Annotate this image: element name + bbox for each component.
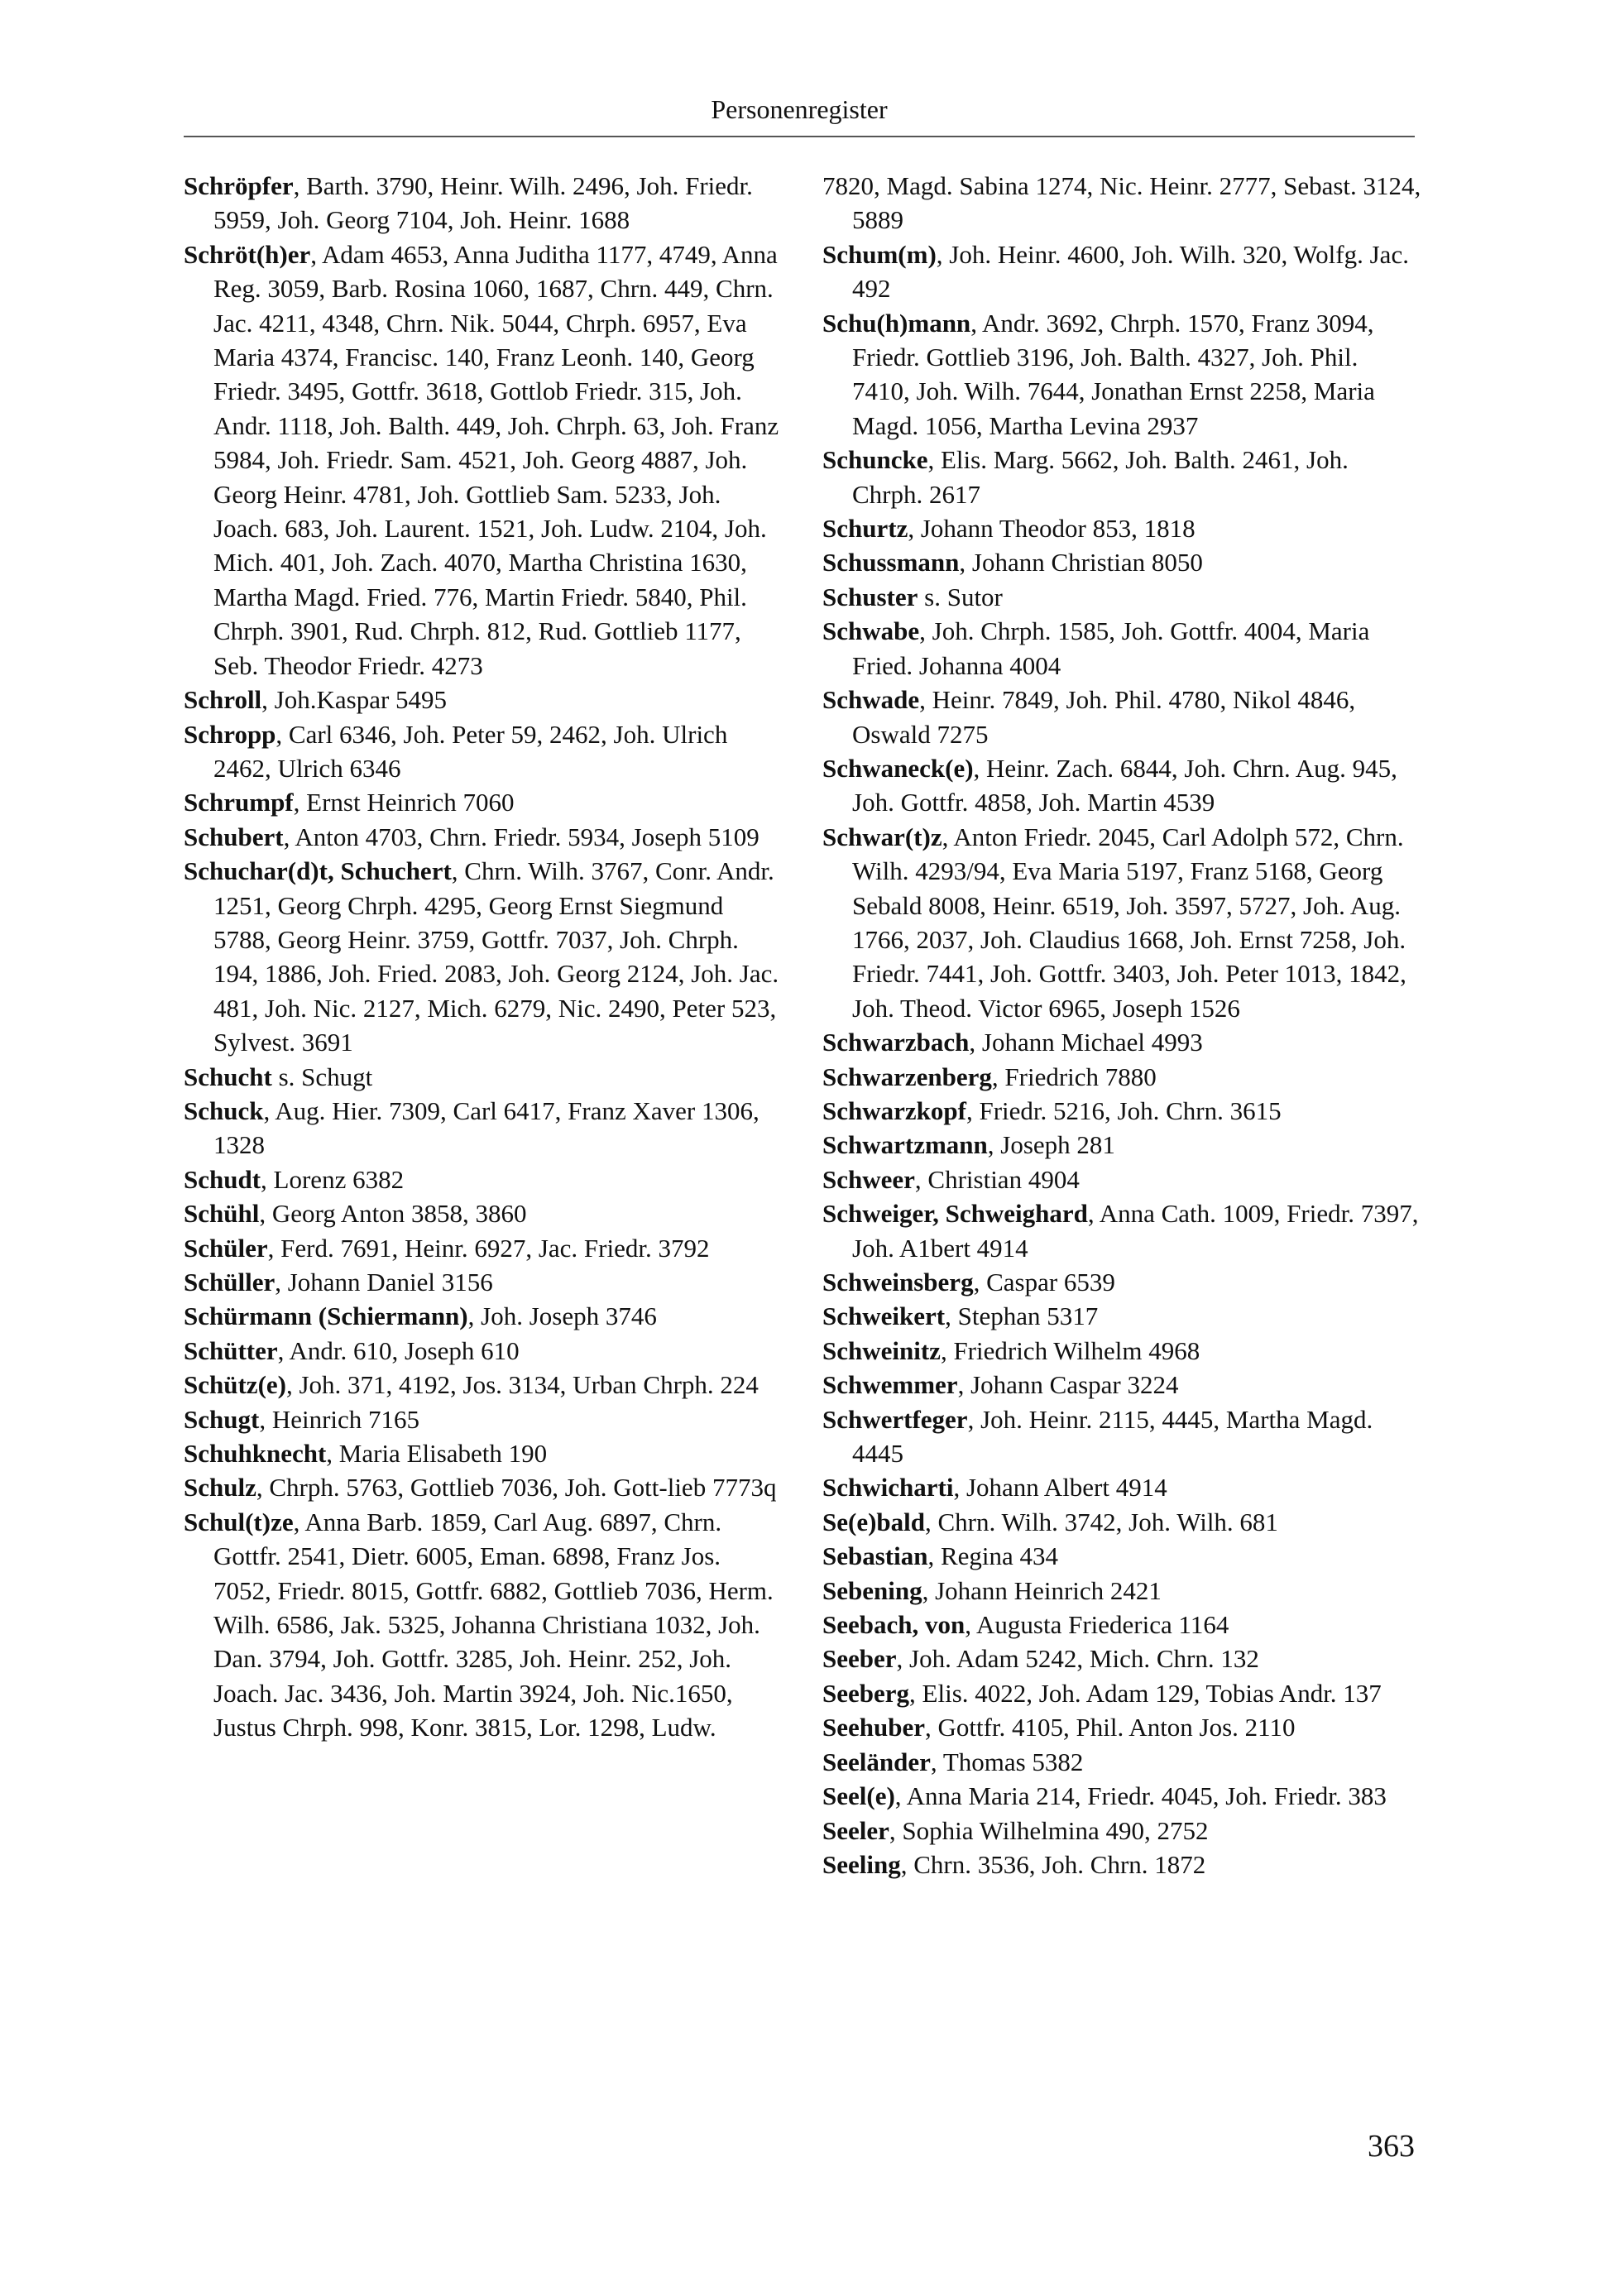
index-entry [822, 820, 1421, 1025]
index-entry [184, 169, 783, 237]
entry-surname: Sebening [822, 1575, 922, 1605]
entry-details: , Andr. 3692, Chrph. 1570, Franz 3094, Friedr. Gottlieb 3196, Joh. Balth. 4327, Joh. Phil. 7410, Joh. Wilh. 7644, Jonathan Ernst 2258, Maria Magd. 1056, Martha Levina 2937 [852, 308, 1375, 440]
entry-details: , Friedr. 5216, Joh. Chrn. 3615 [966, 1095, 1282, 1125]
entry-surname: Schul(t)ze [184, 1507, 294, 1536]
index-entry [184, 1470, 783, 1504]
entry-surname: Schwarzenberg [822, 1062, 992, 1091]
entry-surname: Schürmann (Schiermann) [184, 1301, 468, 1331]
entry-details: , Lorenz 6382 [261, 1164, 405, 1194]
entry-details: , Anna Cath. 1009, Friedr. 7397, Joh. A1bert 4914 [852, 1199, 1419, 1263]
index-entry [822, 1779, 1421, 1813]
entry-details: , Christian 4904 [914, 1164, 1080, 1194]
entry-surname: Schwaneck(e) [822, 753, 974, 783]
entry-details: , Ferd. 7691, Heinr. 6927, Jac. Friedr. 3792 [267, 1233, 710, 1263]
index-entry [822, 237, 1421, 306]
index-entry [184, 785, 783, 819]
entry-surname: Schröpfer [184, 171, 294, 200]
entry-details: , Joh. Joseph 3746 [467, 1301, 657, 1331]
entry-surname: Sebastian [822, 1541, 928, 1571]
entry-details: , Ernst Heinrich 7060 [293, 788, 515, 817]
entry-surname: Schweer [822, 1164, 915, 1194]
entry-details: , Joh. Chrph. 1585, Joh. Gottfr. 4004, Maria Fried. Johanna 4004 [852, 616, 1370, 680]
entry-surname: Schuchar(d)t, Schuchert [184, 856, 452, 886]
index-entry [184, 1368, 783, 1402]
entry-surname: Seebach, von [822, 1610, 966, 1640]
entry-surname: Schröt(h)er [184, 239, 311, 269]
index-entry [822, 1265, 1421, 1299]
entry-details: , Johann Albert 4914 [953, 1473, 1167, 1503]
entry-details: , Johann Christian 8050 [959, 548, 1203, 578]
index-entry [822, 1128, 1421, 1162]
entry-details: , Friedrich Wilhelm 4968 [940, 1335, 1200, 1365]
index-entry [822, 545, 1421, 579]
entry-details: , Joh. Adam 5242, Mich. Chrn. 132 [896, 1644, 1259, 1674]
index-entry [822, 1162, 1421, 1196]
entry-details: , Heinr. Zach. 6844, Joh. Chrn. Aug. 945, Joh. Gottfr. 4858, Joh. Martin 4539 [852, 753, 1397, 817]
index-entry [822, 1505, 1421, 1539]
entry-details: , Johann Heinrich 2421 [922, 1575, 1162, 1605]
index-entry [822, 443, 1421, 511]
entry-details: , Anna Barb. 1859, Carl Aug. 6897, Chrn. Gottfr. 2541, Dietr. 6005, Eman. 6898, Franz Jos. 7052, Friedr. 8015, Gottfr. 6882, Gottlieb 7036, Herm. Wilh. 6586, Jak. 5325, Johanna Christiana 1032, Joh. Dan. 3794, Joh. Gottfr. 3285, Joh. Heinr. 252, Joh. Joach. Jac. 3436, Joh. Martin 3924, Joh. Nic.1650, Justus Chrph. 998, Konr. 3815, Lor. 1298, Ludw. [213, 1507, 774, 1742]
entry-details: , Aug. Hier. 7309, Carl 6417, Franz Xaver 1306, 1328 [213, 1095, 759, 1160]
left-column [184, 169, 783, 1745]
entry-surname: Seehuber [822, 1713, 925, 1742]
entry-details: , Sophia Wilhelmina 490, 2752 [889, 1815, 1209, 1845]
index-entry [822, 1848, 1421, 1881]
entry-details: , Heinr. 7849, Joh. Phil. 4780, Nikol 4846, Oswald 7275 [852, 685, 1356, 749]
index-entry [184, 1162, 783, 1196]
index-entry [822, 1196, 1421, 1265]
entry-details: , Carl 6346, Joh. Peter 59, 2462, Joh. Ulrich 2462, Ulrich 6346 [213, 719, 728, 783]
index-entry [822, 1710, 1421, 1744]
index-entry [822, 1745, 1421, 1779]
entry-surname: Seel(e) [822, 1781, 895, 1811]
entry-details: , Thomas 5382 [930, 1747, 1084, 1776]
entry-surname: Seeber [822, 1644, 897, 1674]
entry-surname: Schwemmer [822, 1370, 958, 1400]
entry-surname: Seeländer [822, 1747, 931, 1776]
entry-details: , Friedrich 7880 [991, 1062, 1157, 1091]
entry-details: , Anton Friedr. 2045, Carl Adolph 572, Chrn. Wilh. 4293/94, Eva Maria 5197, Franz 5168, Georg Sebald 8008, Heinr. 6519, Joh. 3597, 5727, Joh. Aug. 1766, 2037, Joh. Claudius 1668, Joh. Ernst 7258, Joh. Friedr. 7441, Joh. Gottfr. 3403, Joh. Peter 1013, 1842, Joh. Theod. Victor 6965, Joseph 1526 [852, 822, 1406, 1023]
index-entry [822, 306, 1421, 443]
entry-details: 7820, Magd. Sabina 1274, Nic. Heinr. 2777, Sebast. 3124, 5889 [822, 171, 1421, 235]
index-entry [184, 854, 783, 1059]
entry-surname: Schubert [184, 822, 284, 851]
entry-surname: Schweiger, Schweighard [822, 1199, 1088, 1229]
index-entry [822, 580, 1421, 614]
entry-details: , Joh.Kaspar 5495 [261, 685, 448, 715]
entry-details: , Elis. 4022, Joh. Adam 129, Tobias Andr. 137 [909, 1678, 1382, 1708]
entry-details: s. Sutor [918, 582, 1003, 611]
index-entry [822, 1334, 1421, 1368]
entry-surname: Schuncke [822, 445, 928, 475]
index-entry [184, 683, 783, 717]
index-entry [822, 1676, 1421, 1710]
index-entry [822, 1814, 1421, 1848]
entry-details: , Chrn. 3536, Joh. Chrn. 1872 [900, 1849, 1206, 1879]
entry-surname: Schüler [184, 1233, 268, 1263]
entry-surname: Schütz(e) [184, 1370, 286, 1400]
entry-surname: Schühl [184, 1199, 260, 1229]
entry-details: , Elis. Marg. 5662, Joh. Balth. 2461, Joh. Chrph. 2617 [852, 445, 1349, 509]
entry-details: , Andr. 610, Joseph 610 [277, 1335, 520, 1365]
entry-surname: Schwarzbach [822, 1028, 970, 1057]
index-entry [822, 511, 1421, 545]
entry-surname: Schwartzmann [822, 1130, 988, 1160]
entry-surname: Schwicharti [822, 1473, 954, 1503]
entry-details: , Caspar 6539 [973, 1268, 1115, 1297]
entry-surname: Schurtz [822, 514, 908, 544]
entry-details: , Anton 4703, Chrn. Friedr. 5934, Joseph 5109 [283, 822, 759, 851]
index-entry [184, 1196, 783, 1230]
entry-surname: Schütter [184, 1335, 278, 1365]
entry-details: , Chrn. Wilh. 3767, Conr. Andr. 1251, Georg Chrph. 4295, Georg Ernst Siegmund 5788, Georg Heinr. 3759, Gottfr. 7037, Joh. Chrph. 194, 1886, Joh. Fried. 2083, Joh. Georg 2124, Joh. Jac. 481, Joh. Nic. 2127, Mich. 6279, Nic. 2490, Peter 523, Sylvest. 3691 [213, 856, 779, 1057]
index-entry [822, 1402, 1421, 1471]
entry-surname: Schwertfeger [822, 1404, 968, 1434]
index-entry [184, 1094, 783, 1162]
entry-details: , Regina 434 [927, 1541, 1059, 1571]
entry-surname: Schudt [184, 1164, 261, 1194]
entry-details: , Chrn. Wilh. 3742, Joh. Wilh. 681 [925, 1507, 1278, 1536]
index-entry [822, 1608, 1421, 1642]
entry-details: , Joseph 281 [987, 1130, 1115, 1160]
index-entry [184, 820, 783, 854]
entry-details: , Anna Maria 214, Friedr. 4045, Joh. Friedr. 383 [894, 1781, 1387, 1811]
index-entry [184, 1299, 783, 1333]
entry-details: , Gottfr. 4105, Phil. Anton Jos. 2110 [925, 1713, 1296, 1742]
entry-surname: Schroll [184, 685, 262, 715]
index-entry [822, 1025, 1421, 1059]
entry-details: , Joh. Heinr. 2115, 4445, Martha Magd. 4445 [852, 1404, 1373, 1469]
entry-surname: Schwade [822, 685, 920, 715]
header-rule [184, 136, 1415, 137]
index-entry [822, 1574, 1421, 1608]
entry-surname: Schuster [822, 582, 918, 611]
index-entry [822, 751, 1421, 820]
index-entry [822, 1060, 1421, 1094]
index-entry [184, 1265, 783, 1299]
entry-surname: Schulz [184, 1473, 256, 1503]
entry-surname: Se(e)bald [822, 1507, 925, 1536]
entry-details: , Johann Michael 4993 [969, 1028, 1203, 1057]
index-entry [822, 1642, 1421, 1675]
index-entry [822, 1539, 1421, 1573]
entry-surname: Schussmann [822, 548, 960, 578]
entry-details: s. Schugt [271, 1062, 373, 1091]
entry-surname: Schu(h)mann [822, 308, 971, 338]
right-column [822, 169, 1421, 1881]
entry-surname: Seeling [822, 1849, 901, 1879]
entry-surname: Schuck [184, 1095, 264, 1125]
entry-details: , Adam 4653, Anna Juditha 1177, 4749, Anna Reg. 3059, Barb. Rosina 1060, 1687, Chrn. 449, Chrn. Jac. 4211, 4348, Chrn. Nik. 5044, Chrph. 6957, Eva Maria 4374, Francisc. 140, Franz Leonh. 140, Georg Friedr. 3495, Gottfr. 3618, Gottlob Friedr. 315, Joh. Andr. 1118, Joh. Balth. 449, Joh. Chrph. 63, Joh. Franz 5984, Joh. Friedr. Sam. 4521, Joh. Georg 4887, Joh. Georg Heinr. 4781, Joh. Gottlieb Sam. 5233, Joh. Joach. 683, Joh. Laurent. 1521, Joh. Ludw. 2104, Joh. Mich. 401, Joh. Zach. 4070, Martha Christina 1630, Martha Magd. Fried. 776, Martin Friedr. 5840, Phil. Chrph. 3901, Rud. Chrph. 812, Rud. Gottlieb 1177, Seb. Theodor Friedr. 4273 [213, 239, 779, 680]
entry-details: , Joh. 371, 4192, Jos. 3134, Urban Chrph. 224 [285, 1370, 759, 1400]
index-entry [184, 717, 783, 786]
index-entry [184, 1060, 783, 1094]
index-entry [184, 1334, 783, 1368]
entry-surname: Schwabe [822, 616, 920, 646]
entry-details: , Maria Elisabeth 190 [326, 1439, 548, 1469]
index-entry [184, 1402, 783, 1436]
entry-details: , Barth. 3790, Heinr. Wilh. 2496, Joh. Friedr. 5959, Joh. Georg 7104, Joh. Heinr. 1688 [213, 171, 753, 235]
index-entry [822, 1299, 1421, 1333]
running-header: Personenregister [711, 94, 888, 124]
entry-surname: Schucht [184, 1062, 272, 1091]
entry-details: , Heinrich 7165 [259, 1404, 420, 1434]
entry-surname: Schropp [184, 719, 276, 749]
entry-surname: Seeler [822, 1815, 889, 1845]
entry-details: , Joh. Heinr. 4600, Joh. Wilh. 320, Wolfg. Jac. 492 [852, 239, 1409, 304]
index-entry [822, 1470, 1421, 1504]
entry-surname: Schweinitz [822, 1335, 941, 1365]
entry-surname: Schweikert [822, 1301, 946, 1331]
index-entry [184, 237, 783, 683]
entry-details: , Johann Daniel 3156 [275, 1268, 493, 1297]
entry-details: , Johann Theodor 853, 1818 [908, 514, 1196, 544]
entry-surname: Seeberg [822, 1678, 910, 1708]
index-entry [822, 1368, 1421, 1402]
index-entry [822, 169, 1421, 237]
index-entry [184, 1436, 783, 1470]
entry-surname: Schwarzkopf [822, 1095, 966, 1125]
entry-surname: Schrumpf [184, 788, 294, 817]
index-entry [822, 614, 1421, 683]
entry-details: , Stephan 5317 [945, 1301, 1099, 1331]
entry-surname: Schuhknecht [184, 1439, 327, 1469]
index-entry [822, 1094, 1421, 1128]
index-entry [184, 1231, 783, 1265]
page-number: 363 [1368, 2129, 1415, 2164]
index-entry [184, 1505, 783, 1745]
entry-details: , Johann Caspar 3224 [957, 1370, 1179, 1400]
entry-details: , Chrph. 5763, Gottlieb 7036, Joh. Gott-lieb 7773q [256, 1473, 777, 1503]
entry-surname: Schugt [184, 1404, 260, 1434]
entry-surname: Schweinsberg [822, 1268, 974, 1297]
entry-surname: Schum(m) [822, 239, 937, 269]
entry-details: , Augusta Friederica 1164 [965, 1610, 1229, 1640]
entry-details: , Georg Anton 3858, 3860 [259, 1199, 527, 1229]
index-entry [822, 683, 1421, 751]
entry-surname: Schüller [184, 1268, 276, 1297]
entry-surname: Schwar(t)z [822, 822, 942, 851]
